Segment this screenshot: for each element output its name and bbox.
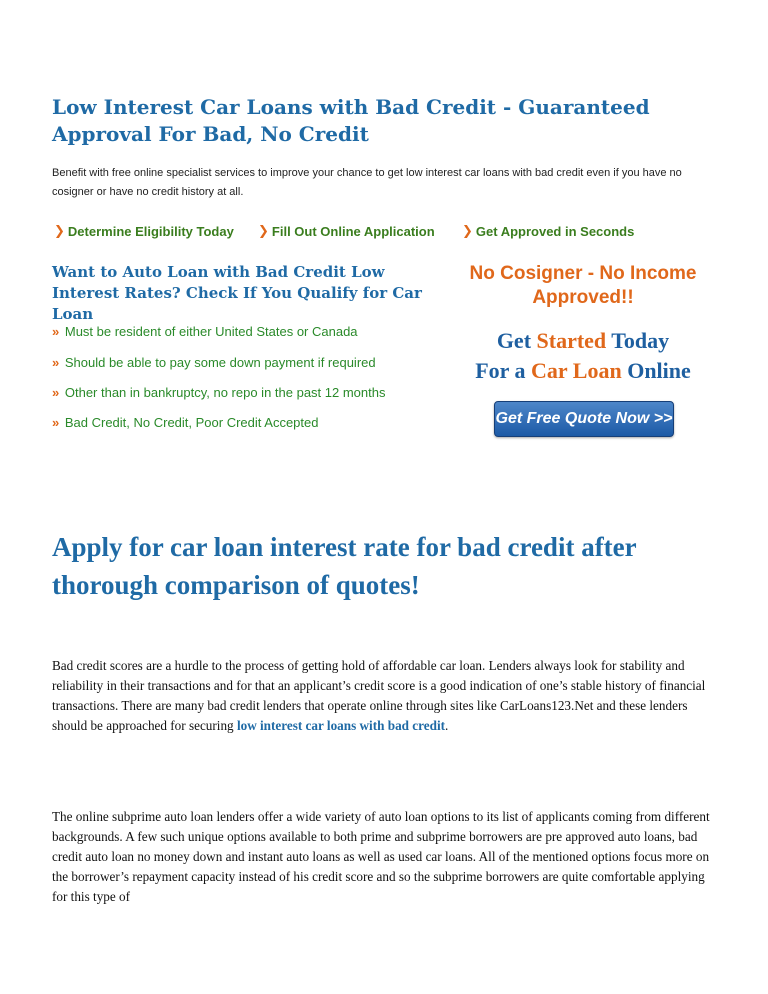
list-item: » Must be resident of either United States or Canada bbox=[52, 324, 358, 339]
feature-label: Fill Out Online Application bbox=[271, 223, 435, 239]
bullet-icon: » bbox=[52, 355, 60, 370]
feature-label: Determine Eligibility Today bbox=[67, 223, 234, 239]
page-title: Low Interest Car Loans with Bad Credit - Guaranteed Approval For Bad, No Credit bbox=[52, 95, 650, 146]
page-subtitle: Benefit with free online specialist services to improve your chance to get low interest car loans with bad credit even if you have no cosigner or have no credit history at all. bbox=[52, 167, 682, 198]
chevron-right-icon: ❯ bbox=[462, 223, 473, 238]
article-paragraph: Bad credit scores are a hurdle to the process of getting hold of affordable car loan. Lenders always look for stability and reliability in their transactions and for that an applicant’s credit score is a good indication of one’s stable history of financial transactions. There are many bad credit lenders that operate online through sites like CarLoans123.Net and these lenders should be approached for securing low interest car loans with bad credit. bbox=[52, 658, 706, 733]
get-free-quote-button[interactable]: Get Free Quote Now >> bbox=[494, 401, 674, 437]
bullet-icon: » bbox=[52, 415, 60, 430]
bullet-icon: » bbox=[52, 324, 60, 339]
feature-label: Get Approved in Seconds bbox=[475, 223, 635, 239]
article-heading: Apply for car loan interest rate for bad credit after thorough comparison of quotes! bbox=[52, 532, 637, 600]
chevron-right-icon: ❯ bbox=[54, 223, 65, 238]
feature-step-application[interactable] bbox=[258, 223, 435, 239]
list-item: » Bad Credit, No Credit, Poor Credit Accepted bbox=[52, 415, 319, 430]
qualify-heading: Want to Auto Loan with Bad Credit Low Interest Rates? Check If You Qualify for Car Loan bbox=[52, 263, 422, 323]
feature-step-approved[interactable] bbox=[462, 223, 634, 239]
list-item: » Other than in bankruptcy, no repo in the past 12 months bbox=[52, 385, 386, 400]
bullet-icon: » bbox=[52, 385, 60, 400]
feature-step-eligibility[interactable] bbox=[54, 223, 234, 239]
bad-credit-loans-link[interactable]: low interest car loans with bad credit bbox=[236, 718, 446, 733]
article-paragraph: The online subprime auto loan lenders offer a wide variety of auto loan options to its list of applicants coming from different backgrounds. A few such unique options available to both prime and subprime borrowers are pre approved auto loans, bad credit auto loan no money down and instant auto loans as well as used car loans. All of the mentioned options focus more on the borrower’s repayment capacity instead of his credit score and so the subprime borrowers are quite comfortable applying for this type of bbox=[52, 809, 710, 904]
no-cosigner-banner: No Cosigner - No Income Approved!! bbox=[469, 263, 697, 308]
list-item: » Should be able to pay some down payment if required bbox=[52, 355, 376, 370]
get-started-banner: Get Started Today For a Car Loan Online bbox=[475, 328, 691, 383]
chevron-right-icon: ❯ bbox=[258, 223, 269, 238]
